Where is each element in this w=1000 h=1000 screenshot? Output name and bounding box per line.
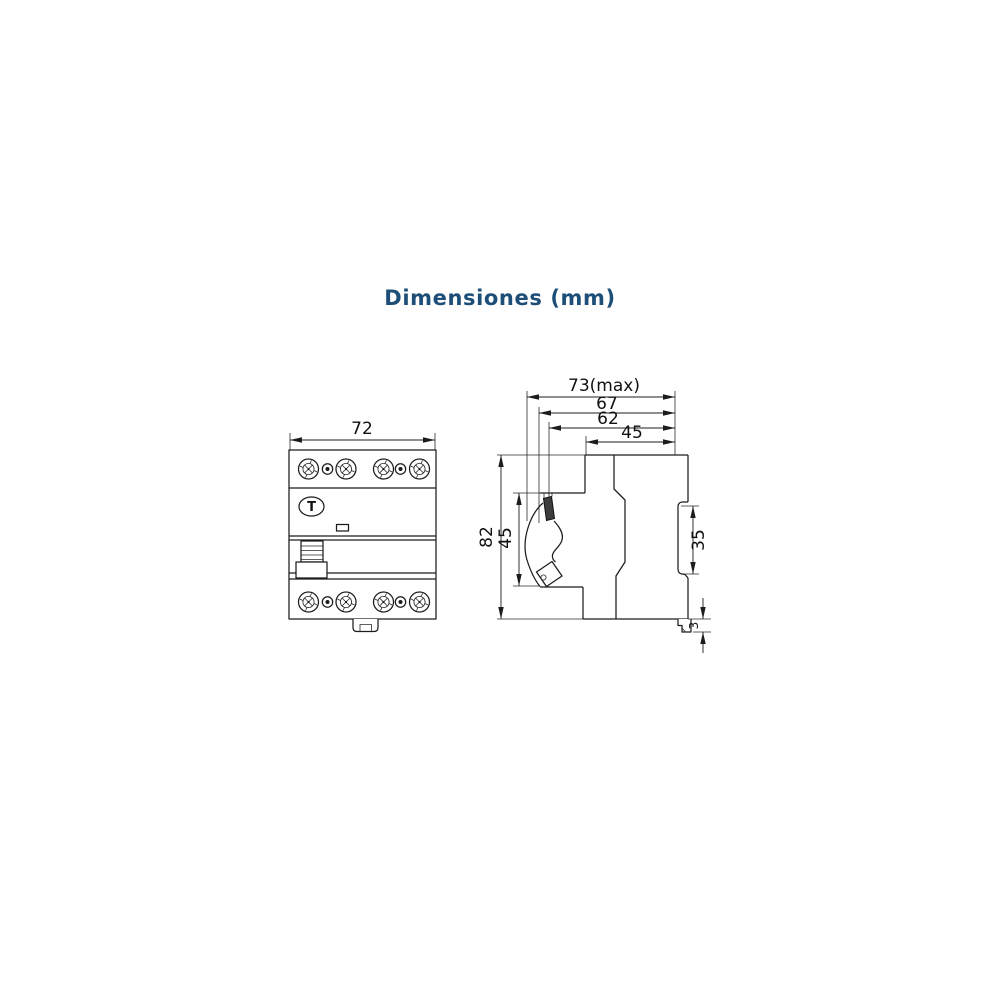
dim-front-width: 72 <box>351 419 373 439</box>
dim-front-face-height: 45 <box>496 527 516 549</box>
dim-depth-max: 73(max) <box>568 376 640 396</box>
side-lever-detail <box>525 493 562 587</box>
front-width-dimension <box>290 419 435 450</box>
side-front-height-dimension <box>496 493 540 586</box>
terminal-screw-icon <box>410 459 430 479</box>
side-height-dimension <box>477 455 585 619</box>
dim-depth-to-lever: 67 <box>596 394 618 414</box>
side-view <box>477 376 711 653</box>
test-button-label: T <box>307 500 316 515</box>
toggle-switch <box>296 541 327 578</box>
test-button <box>299 497 324 516</box>
clip-protrusion-dimension <box>687 598 711 653</box>
dim-clip-protrusion: 3 <box>687 621 701 630</box>
status-indicator-window <box>337 525 349 532</box>
page-title: Dimensiones (mm) <box>384 286 616 310</box>
terminal-screw-icon <box>395 464 405 474</box>
toggle-handle <box>296 562 327 578</box>
terminal-screw-icon <box>410 592 430 612</box>
dim-depth-to-face: 62 <box>597 409 619 429</box>
terminal-screw-icon <box>336 459 356 479</box>
dim-depth-top-section: 45 <box>621 423 643 443</box>
terminal-screw-icon <box>299 459 319 479</box>
terminal-screw-icon <box>395 597 405 607</box>
terminal-screw-icon <box>374 592 394 612</box>
terminal-screw-icon <box>322 597 332 607</box>
housing-seam-line <box>614 455 625 619</box>
terminal-screw-icon <box>322 464 332 474</box>
front-view <box>289 419 436 632</box>
din-rail-dimension <box>681 506 709 574</box>
dim-total-height: 82 <box>477 526 497 548</box>
terminal-screw-icon <box>336 592 356 612</box>
terminal-screw-icon <box>374 459 394 479</box>
terminal-screw-icon <box>299 592 319 612</box>
dim-din-rail-width: 35 <box>689 529 709 551</box>
din-clip-front <box>353 619 378 632</box>
